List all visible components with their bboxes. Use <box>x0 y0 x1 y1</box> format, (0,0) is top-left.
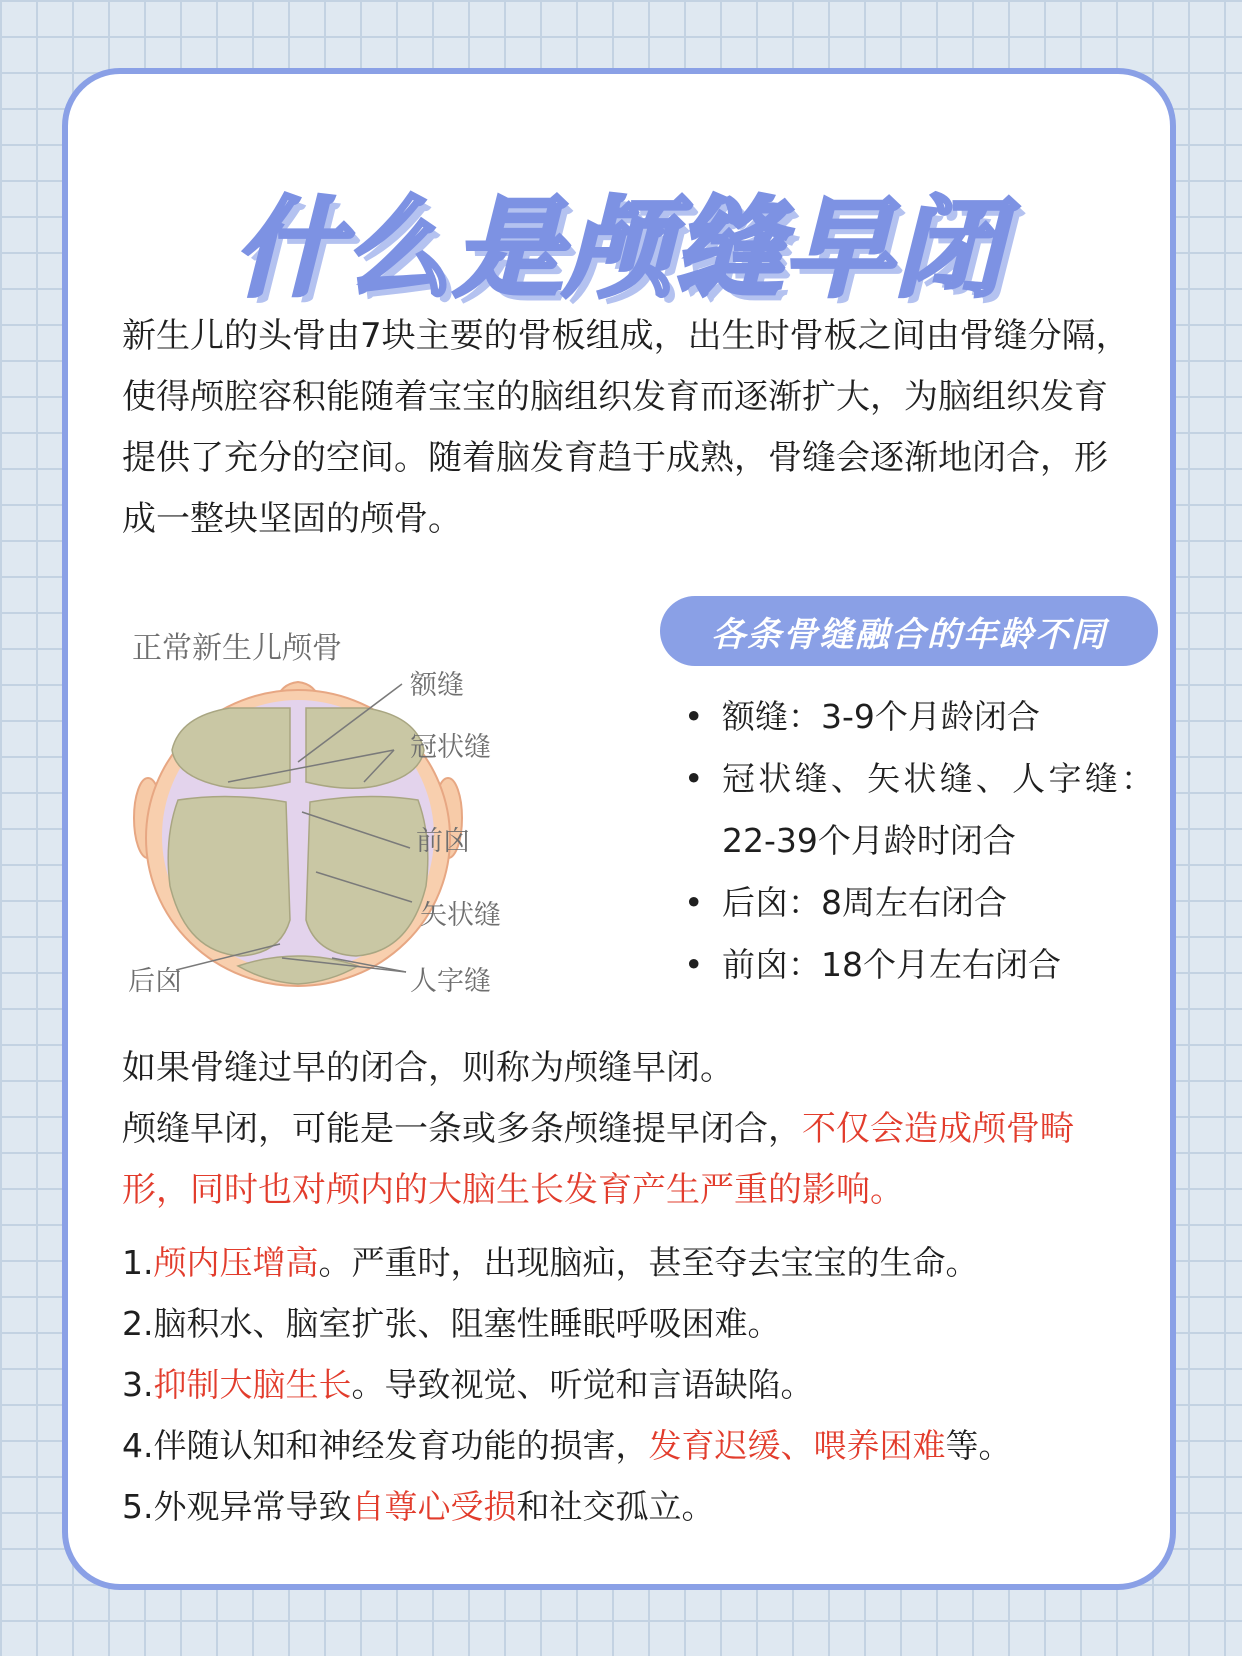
effect-item <box>122 1354 1132 1415</box>
page-title: 什么是颅缝早闭 <box>233 187 1004 312</box>
effect-item <box>122 1476 1132 1537</box>
effect-number: 2. <box>122 1304 154 1343</box>
label-posterior-fontanelle: 后囟 <box>128 966 182 997</box>
definition-paragraph <box>122 1038 1132 1221</box>
fusion-heading-text: 各条骨缝融合的年龄不同 <box>711 614 1107 655</box>
effects-list <box>122 1232 1132 1537</box>
diagram-caption: 正常新生儿颅骨 <box>132 631 342 666</box>
effect-text: 外观异常导致 <box>153 1487 352 1526</box>
skull-diagram <box>120 586 640 1046</box>
label-anterior-fontanelle: 前囟 <box>416 826 470 857</box>
effect-text: 。严重时，出现脑疝，甚至夺去宝宝的生命。 <box>318 1243 979 1282</box>
content-card <box>62 68 1176 1590</box>
effect-item <box>122 1415 1132 1476</box>
fusion-age-list <box>674 686 1154 996</box>
intro-paragraph: 新生儿的头骨由7块主要的骨板组成，出生时骨板之间由骨缝分隔，使得颅腔容积能随着宝宝的脑组织发育而逐渐扩大，为脑组织发育提供了充分的空间。随着脑发育趋于成熟，骨缝会逐渐地闭合，形成一整块坚固的颅骨。 <box>122 316 1130 539</box>
effect-highlight: 颅内压增高 <box>153 1243 319 1282</box>
effect-highlight: 抑制大脑生长 <box>153 1365 352 1404</box>
effect-text: 等。 <box>945 1426 1012 1465</box>
fusion-age-item: • 后囟：8周左右闭合 <box>674 872 1154 934</box>
effect-text: 和社交孤立。 <box>516 1487 715 1526</box>
effect-number: 5. <box>122 1487 154 1526</box>
definition-line2: 颅缝早闭，可能是一条或多条颅缝提早闭合， <box>122 1109 802 1149</box>
effect-number: 1. <box>122 1243 154 1282</box>
label-lambdoid-suture: 人字缝 <box>410 966 491 997</box>
effect-text: 伴随认知和神经发育功能的损害， <box>153 1426 649 1465</box>
effect-highlight: 自尊心受损 <box>351 1487 517 1526</box>
fusion-heading-badge <box>660 596 1158 666</box>
effect-number: 4. <box>122 1426 154 1465</box>
effect-text: 脑积水、脑室扩张、阻塞性睡眠呼吸困难。 <box>153 1304 781 1343</box>
effect-item <box>122 1293 1132 1354</box>
definition-line1: 如果骨缝过早的闭合，则称为颅缝早闭。 <box>122 1048 734 1088</box>
label-sagittal-suture: 矢状缝 <box>420 900 501 931</box>
definition-highlight: 不仅会造成颅骨畸形，同时也对颅内的大脑生长发育产生严重的影响。 <box>122 1109 1074 1210</box>
effect-item <box>122 1232 1132 1293</box>
fusion-age-item: • 额缝：3-9个月龄闭合 <box>674 686 1154 748</box>
fusion-age-item: • 前囟：18个月左右闭合 <box>674 934 1154 996</box>
fusion-age-item: • 冠状缝、矢状缝、人字缝：22-39个月龄时闭合 <box>674 748 1154 872</box>
effect-text: 。导致视觉、听觉和言语缺陷。 <box>351 1365 814 1404</box>
label-metopic-suture: 额缝 <box>410 670 464 701</box>
label-coronal-suture: 冠状缝 <box>410 732 491 763</box>
effect-number: 3. <box>122 1365 154 1404</box>
effect-highlight: 发育迟缓、喂养困难 <box>648 1426 946 1465</box>
